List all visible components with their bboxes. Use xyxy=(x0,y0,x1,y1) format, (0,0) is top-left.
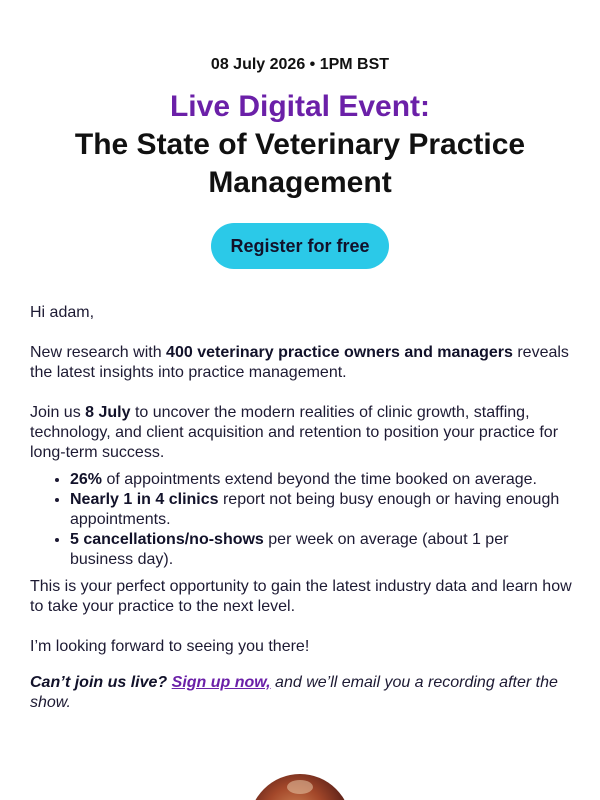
opportunity-paragraph: This is your perfect opportunity to gain the latest industry data and learn how to take your practice to the next level. xyxy=(30,578,572,615)
list-item xyxy=(70,470,575,490)
stat-highlight: 26% xyxy=(70,471,103,488)
avatar-highlight xyxy=(287,780,313,794)
event-title: The State of Veterinary Practice Management xyxy=(74,128,526,199)
join-paragraph xyxy=(30,403,575,463)
recording-text: and we’ll email you a recording after the show. xyxy=(30,674,558,711)
list-item xyxy=(70,530,575,570)
cta-wrapper xyxy=(0,223,600,269)
sign-up-link[interactable]: Sign up now, xyxy=(171,674,271,691)
stats-list xyxy=(30,470,575,570)
speaker-avatar xyxy=(249,774,351,800)
greeting: Hi adam, xyxy=(30,304,95,321)
event-header xyxy=(0,0,600,269)
intro-text-end: reveals the latest insights into practice management. xyxy=(30,344,569,381)
join-text-end: to uncover the modern realities of clinic growth, staffing, technology, and client acquisition and retention to position your practice for long-term success. xyxy=(30,404,559,461)
join-text-start: Join us xyxy=(30,404,86,421)
join-date-highlight: 8 July xyxy=(85,404,131,421)
intro-paragraph xyxy=(30,343,575,383)
recording-paragraph xyxy=(30,673,575,713)
stat-text: report not being busy enough or having enough appointments. xyxy=(70,491,560,528)
closing-line: I’m looking forward to seeing you there! xyxy=(30,638,310,655)
register-button[interactable]: Register for free xyxy=(211,223,388,269)
stat-text: per week on average (about 1 per business day). xyxy=(70,531,509,568)
intro-highlight: 400 veterinary practice owners and managers xyxy=(166,344,513,361)
list-item xyxy=(70,490,575,530)
stat-highlight: 5 cancellations/no-shows xyxy=(70,531,264,548)
intro-text-start: New research with xyxy=(30,344,167,361)
message-body xyxy=(30,300,575,713)
stat-text: of appointments extend beyond the time booked on average. xyxy=(102,471,537,488)
stat-highlight: Nearly 1 in 4 clinics xyxy=(70,491,219,508)
cant-join-highlight: Can’t join us live? xyxy=(30,674,168,691)
event-kicker: Live Digital Event: xyxy=(169,90,431,123)
event-date: 08 July 2026 • 1PM BST xyxy=(210,56,390,73)
